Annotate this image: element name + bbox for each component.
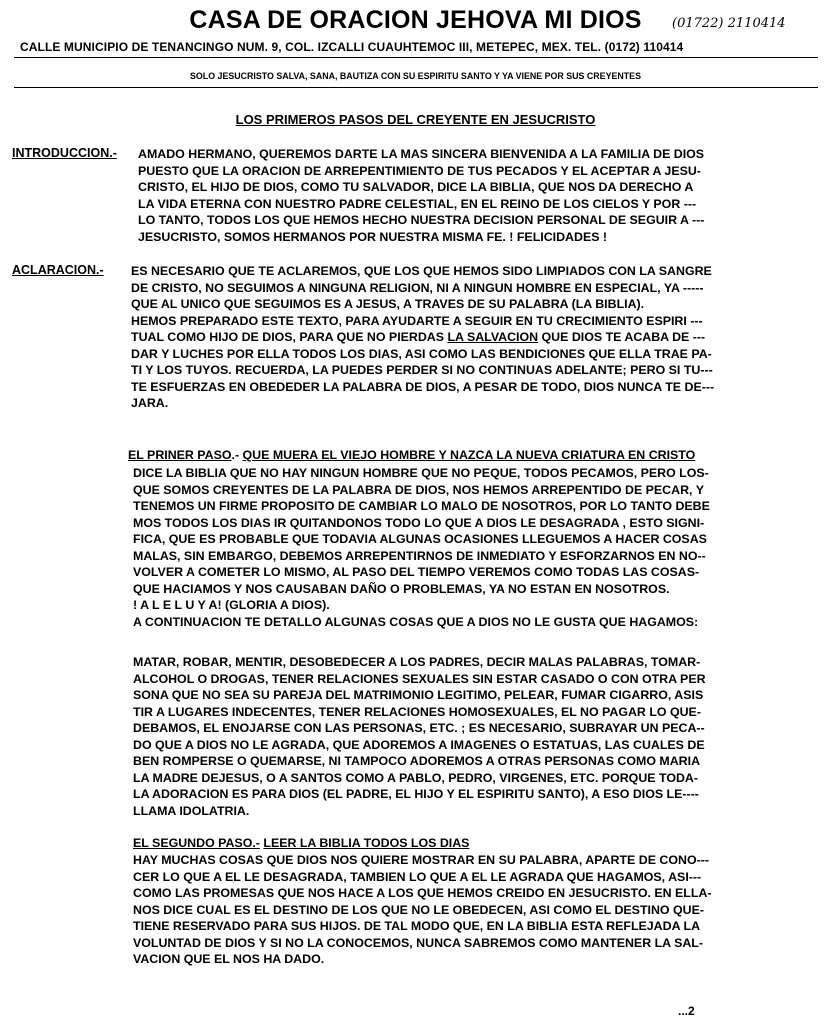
salvacion-emphasis: LA SALVACION [447, 330, 539, 344]
aclaracion-line: TE ESFUERZAS EN OBEDEDER LA PALABRA DE DIOS, A PESAR DE TODO, DIOS NUNCA TE DE--- [131, 379, 715, 394]
paso2-title: LEER LA BIBLIA TODOS LOS DIAS [263, 836, 470, 850]
paso1-line: TENEMOS UN FIRME PROPOSITO DE CAMBIAR LO MALO DE NOSOTROS, POR LO TANTO DEBE [133, 499, 710, 513]
intro-label: INTRODUCCION.- [12, 146, 117, 160]
paso2-line: HAY MUCHAS COSAS QUE DIOS NOS QUIERE MOSTRAR EN SU PALABRA, APARTE DE CONO--- [133, 853, 709, 867]
paso1-line: DICE LA BIBLIA QUE NO HAY NINGUN HOMBRE QUE NO PEQUE, TODOS PECAMOS, PERO LOS- [133, 466, 709, 480]
intro-paragraph [138, 146, 704, 245]
paso1-paragraph [133, 465, 710, 630]
paso1-title: QUE MUERA EL VIEJO HOMBRE Y NAZCA LA NUEVA CRIATURA EN CRISTO [242, 448, 696, 462]
intro-line: JESUCRISTO, SOMOS HERMANOS POR NUESTRA MISMA FE. ! FELICIDADES ! [138, 229, 608, 244]
aclaracion-line: DAR Y LUCHES POR ELLA TODOS LOS DIAS, ASI COMO LAS BENDICIONES QUE ELLA TRAE PA- [131, 346, 712, 361]
page-number: ...2 [678, 1004, 695, 1018]
aclaracion-line-end: QUE DIOS TE ACABA DE --- [538, 330, 706, 344]
paso2-line: VOLUNTAD DE DIOS Y SI NO LA CONOCEMOS, NUNCA SABREMOS COMO MANTENER LA SAL- [133, 935, 703, 950]
intro-line: AMADO HERMANO, QUEREMOS DARTE LA MAS SINCERA BIENVENIDA A LA FAMILIA DE DIOS [138, 147, 705, 161]
title-main: CASA DE ORACION JEHOVA MI [189, 6, 580, 34]
paso1-label: EL PRINER PASO [128, 448, 232, 462]
aclaracion-line: HEMOS PREPARADO ESTE TEXTO, PARA AYUDARTE A SEGUIR EN TU CRECIMIENTO ESPIRI --- [131, 313, 703, 328]
title-emphasis: DIOS [579, 6, 642, 34]
paso1-line: VOLVER A COMETER LO MISMO, AL PASO DEL TIEMPO VEREMOS COMO TODAS LAS COSAS- [133, 565, 700, 579]
aclaracion-paragraph [131, 263, 714, 412]
paso1-list-paragraph [133, 654, 706, 819]
intro-line: LO TANTO, TODOS LOS QUE HEMOS HECHO NUESTRA DECISION PERSONAL DE SEGUIR A --- [138, 213, 705, 227]
paso1-list-line: SONA QUE NO SEA SU PAREJA DEL MATRIMONIO LEGITIMO, PELEAR, FUMAR CIGARRO, ASIS [133, 688, 704, 702]
aclaracion-line: TI Y LOS TUYOS. RECUERDA, LA PUEDES PERDER SI NO CONTINUAS ADELANTE; PERO SI TU--- [131, 363, 713, 377]
paso1-line: MALAS, SIN EMBARGO, DEBEMOS ARREPENTIRNOS DE INMEDIATO Y ESFORZARNOS EN NO-- [133, 548, 706, 563]
aclaracion-line [131, 329, 714, 346]
paso2-label: EL SEGUNDO PASO.- [133, 836, 260, 850]
paso2-line: VACION QUE EL NOS HA DADO. [133, 952, 325, 966]
paso1-list-line: DO QUE A DIOS NO LE AGRADA, QUE ADOREMOS A IMAGENES O ESTATUAS, LAS CUALES DE [133, 737, 705, 752]
intro-line: PUESTO QUE LA ORACION DE ARREPENTIMIENTO DE TUS PECADOS Y EL ACEPTAR A JESU- [138, 163, 701, 178]
paso1-list-line: BEN ROMPERSE O QUEMARSE, NI TAMPOCO ADOREMOS A OTRAS PERSONAS COMO MARIA [133, 754, 701, 768]
document-title: LOS PRIMEROS PASOS DEL CREYENTE EN JESUCRISTO [235, 112, 596, 127]
paso1-list-line: ALCOHOL O DROGAS, TENER RELACIONES SEXUALES SIN ESTAR CASADO O CON OTRA PER [133, 671, 706, 686]
intro-line: CRISTO, EL HIJO DE DIOS, COMO TU SALVADOR, DICE LA BIBLIA, QUE NOS DA DERECHO A [138, 180, 694, 194]
paso2-line: CER LO QUE A EL LE DESAGRADA, TAMBIEN LO QUE A EL LE AGRADA QUE HAGAMOS, ASI--- [133, 869, 702, 884]
paso1-list-line: DEBAMOS, EL ENOJARSE CON LAS PERSONAS, ETC. ; ES NECESARIO, SUBRAYAR UN PECA-- [133, 721, 705, 735]
paso1-line: ! A L E L U Y A! (GLORIA A DIOS). [133, 598, 330, 612]
paso1-list-line: LA ADORACION ES PARA DIOS (EL PADRE, EL HIJO Y EL ESPIRITU SANTO), A ESO DIOS LE---- [133, 787, 699, 801]
paso2-line: NOS DICE CUAL ES EL DESTINO DE LOS QUE NO LE OBEDECEN, ASI COMO EL DESTINO QUE- [133, 902, 704, 917]
paso2-heading [133, 836, 469, 850]
paso1-separator: .- [231, 448, 243, 462]
handwritten-phone-note: (01722) 2110414 [672, 16, 786, 31]
paso2-line: TIENE RESERVADO PARA SUS HIJOS. DE TAL MODO QUE, EN LA BIBLIA ESTA REFLEJADA LA [133, 919, 701, 933]
aclaracion-line: DE CRISTO, NO SEGUIMOS A NINGUNA RELIGION, NI A NINGUN HOMBRE EN ESPECIAL, YA ----- [131, 280, 704, 295]
paso1-line: QUE SOMOS CREYENTES DE LA PALABRA DE DIOS, NOS HEMOS ARREPENTIDO DE PECAR, Y [133, 482, 704, 497]
paso1-list-line: TIR A LUGARES INDECENTES, TENER RELACIONES HOMOSEXUALES, EL NO PAGAR LO QUE- [133, 704, 701, 719]
header-rule-top [14, 57, 818, 58]
paso1-line: FICA, QUE ES PROBABLE QUE TODAVIA ALGUNAS OCASIONES LLEGUEMOS A HACER COSAS [133, 532, 707, 546]
aclaracion-label: ACLARACION.- [12, 263, 104, 277]
paso1-line: MOS TODOS LOS DIAS IR QUITANDONOS TODO LO QUE A DIOS LE DESAGRADA , ESTO SIGNI- [133, 515, 705, 530]
paso1-list-line: LA MADRE DEJESUS, O A SANTOS COMO A PABLO, PEDRO, VIRGENES, ETC. PORQUE TODA- [133, 770, 698, 785]
letterhead-address: CALLE MUNICIPIO DE TENANCINGO NUM. 9, COL. IZCALLI CUAUHTEMOC III, METEPEC, MEX. TEL. (0172) 110414 [20, 40, 684, 54]
header-rule-bottom [14, 87, 818, 88]
aclaracion-line: QUE AL UNICO QUE SEGUIMOS ES A JESUS, A TRAVES DE SU PALABRA (LA BIBLIA). [131, 297, 645, 311]
letterhead-slogan: SOLO JESUCRISTO SALVA, SANA, BAUTIZA CON SU ESPIRITU SANTO Y YA VIENE POR SUS CREYENTES [190, 71, 641, 81]
intro-line: LA VIDA ETERNA CON NUESTRO PADRE CELESTIAL, EN EL REINO DE LOS CIELOS Y POR --- [138, 196, 697, 211]
aclaracion-line: JARA. [131, 396, 169, 410]
aclaracion-line-start: TUAL COMO HIJO DE DIOS, PARA QUE NO PIERDAS [131, 330, 448, 344]
paso1-list-line: MATAR, ROBAR, MENTIR, DESOBEDECER A LOS PADRES, DECIR MALAS PALABRAS, TOMAR- [133, 655, 701, 669]
paso1-heading [128, 448, 695, 462]
paso2-paragraph [133, 852, 712, 968]
aclaracion-line: ES NECESARIO QUE TE ACLAREMOS, QUE LOS QUE HEMOS SIDO LIMPIADOS CON LA SANGRE [131, 264, 712, 278]
paso1-line: QUE HACIAMOS Y NOS CAUSABAN DAÑO O PROBLEMAS, YA NO ESTAN EN NOSOTROS. [133, 581, 670, 596]
paso1-list-line: LLAMA IDOLATRIA. [133, 803, 250, 818]
paso1-line: A CONTINUACION TE DETALLO ALGUNAS COSAS QUE A DIOS NO LE GUSTA QUE HAGAMOS: [133, 614, 699, 629]
paso2-line: COMO LAS PROMESAS QUE NOS HACE A LOS QUE HEMOS CREIDO EN JESUCRISTO. EN ELLA- [133, 886, 712, 900]
